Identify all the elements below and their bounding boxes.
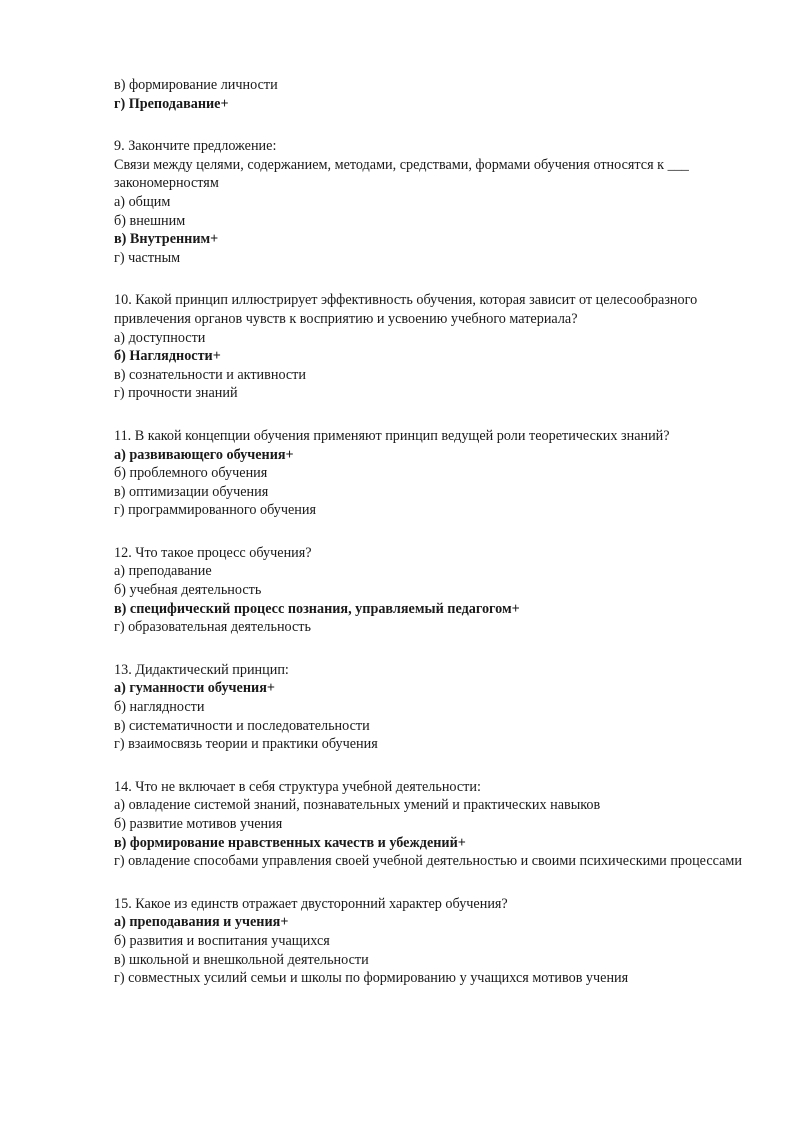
answer-option: в) сознательности и активности (114, 366, 306, 383)
question-block (114, 427, 754, 520)
answer-option: б) учебная деятельность (114, 582, 262, 599)
answer-option: в) формирование личности (114, 77, 278, 93)
answer-option: в) оптимизации обучения (114, 483, 269, 500)
answer-option: б) развития и воспитания учащихся (114, 932, 330, 949)
answer-option-correct: г) Преподавание+ (114, 95, 229, 112)
question-text: 13. Дидактический принцип: (114, 661, 289, 678)
answer-option: г) совместных усилий семьи и школы по формированию у учащихся мотивов учения (114, 970, 629, 987)
question-text: 10. Какой принцип иллюстрирует эффективность обучения, которая зависит от целесообразного привлечения органов чувств к восприятию и усвоению учебного материала? (114, 292, 701, 327)
document-page (114, 76, 754, 988)
question-block (114, 544, 754, 637)
answer-option-correct: в) формирование нравственных качеств и убеждений+ (114, 834, 466, 851)
question-block (114, 778, 754, 871)
answer-option: б) развитие мотивов учения (114, 816, 283, 832)
answer-option-correct: б) Наглядности+ (114, 348, 221, 365)
answer-option-correct: а) преподавания и учения+ (114, 914, 289, 931)
question-text: 14. Что не включает в себя структура учебной деятельности: (114, 778, 481, 795)
answer-option: в) школьной и внешкольной деятельности (114, 951, 369, 968)
answer-option: г) прочности знаний (114, 385, 238, 402)
answer-option: б) внешним (114, 212, 186, 229)
question-text: 15. Какое из единств отражает двусторонний характер обучения? (114, 895, 508, 912)
answer-option-correct: а) гуманности обучения+ (114, 680, 275, 697)
answer-option: г) частным (114, 249, 181, 266)
question-text: 12. Что такое процесс обучения? (114, 544, 312, 561)
answer-option: б) проблемного обучения (114, 465, 268, 482)
question-block (114, 661, 754, 754)
answer-option: г) программированного обучения (114, 502, 317, 519)
question-block (114, 895, 754, 988)
answer-option: а) общим (114, 193, 171, 210)
answer-option: г) образовательная деятельность (114, 619, 311, 636)
answer-option: а) овладение системой знаний, познавательных умений и практических навыков (114, 797, 601, 814)
answer-option: а) доступности (114, 329, 206, 346)
answer-option: в) систематичности и последовательности (114, 717, 370, 734)
question-block (114, 76, 754, 113)
answer-option: г) взаимосвязь теории и практики обучения (114, 736, 378, 753)
answer-option-correct: в) специфический процесс познания, управляемый педагогом+ (114, 600, 520, 617)
question-block (114, 137, 754, 267)
answer-option: г) овладение способами управления своей учебной деятельностью и своими психическими процессами (114, 853, 742, 870)
answer-option: б) наглядности (114, 699, 205, 716)
answer-option: а) преподавание (114, 563, 212, 580)
question-block (114, 291, 754, 403)
answer-option-correct: в) Внутренним+ (114, 231, 219, 248)
answer-option-correct: а) развивающего обучения+ (114, 446, 294, 463)
question-text: 11. В какой концепции обучения применяют принцип ведущей роли теоретических знаний? (114, 427, 670, 444)
question-text: 9. Закончите предложение: Связи между целями, содержанием, методами, средствами, формами обучения относятся к ___ закономерностям (114, 138, 689, 192)
